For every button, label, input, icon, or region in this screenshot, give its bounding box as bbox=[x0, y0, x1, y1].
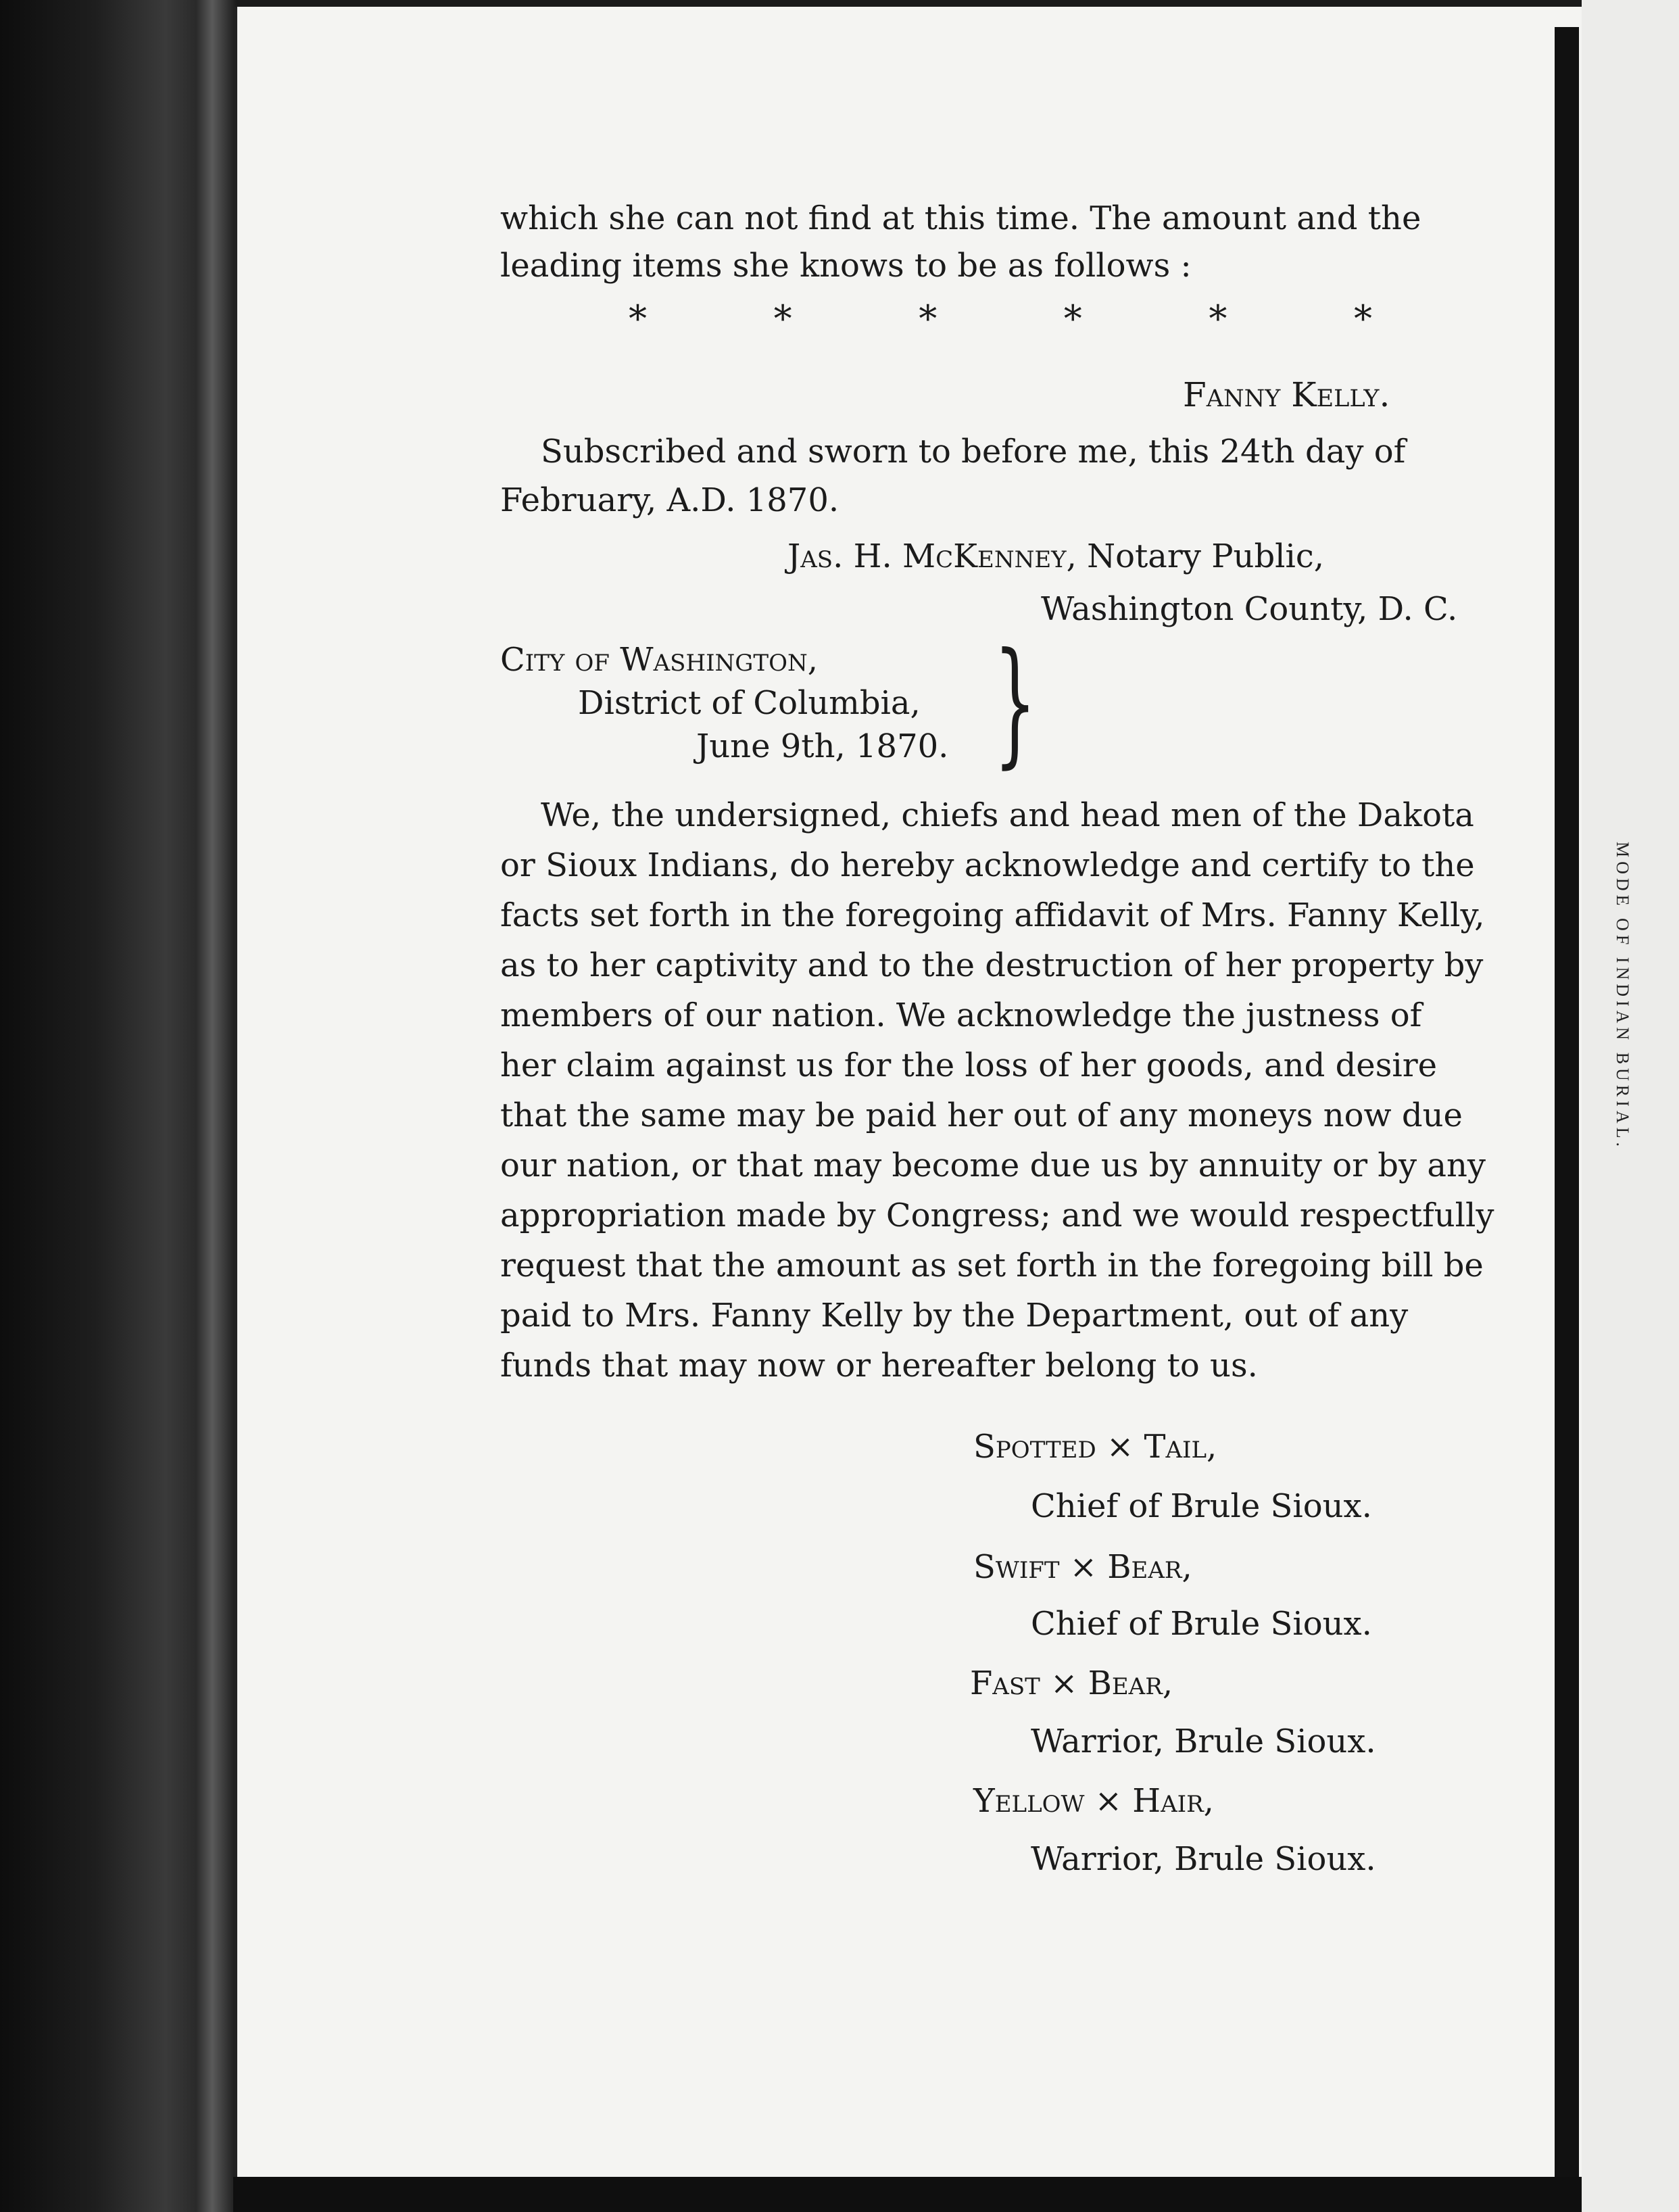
signature-4-name bbox=[973, 1782, 1214, 1820]
cert-line-1: We, the undersigned, chiefs and head men of the Dakota bbox=[541, 796, 1474, 834]
notary-line bbox=[787, 537, 1324, 575]
facing-page-running-head: MODE OF INDIAN BURIAL. bbox=[1613, 842, 1632, 1151]
star: * bbox=[919, 297, 938, 340]
notary-county: Washington County, D. C. bbox=[1041, 590, 1458, 628]
intro-line-2: leading items she knows to be as follows : bbox=[500, 247, 1192, 285]
page-edge-bar bbox=[1555, 27, 1579, 2190]
signature-2-name bbox=[973, 1548, 1192, 1586]
cert-line-2: or Sioux Indians, do hereby acknowledge and certify to the bbox=[500, 846, 1475, 884]
cert-line-5: members of our nation. We acknowledge the justness of bbox=[500, 996, 1422, 1034]
affiant-signature: Fanny Kelly. bbox=[1183, 375, 1390, 414]
notary-name: Jas. H. McKenney, bbox=[787, 537, 1077, 575]
cert-line-6: her claim against us for the loss of her goods, and desire bbox=[500, 1047, 1438, 1084]
sig-last: Bear, bbox=[1088, 1664, 1173, 1702]
cert-line-11: paid to Mrs. Fanny Kelly by the Department, out of any bbox=[500, 1297, 1409, 1335]
sig-first: Fast bbox=[970, 1664, 1040, 1702]
place-city: City of Washington, bbox=[500, 641, 818, 679]
ellipsis-stars bbox=[629, 297, 1372, 340]
cert-line-9: appropriation made by Congress; and we would respectfully bbox=[500, 1197, 1494, 1234]
signature-2-role: Chief of Brule Sioux. bbox=[1031, 1605, 1372, 1643]
sig-mark: × bbox=[1094, 1782, 1122, 1820]
signature-1-role: Chief of Brule Sioux. bbox=[1031, 1487, 1372, 1525]
signature-3-role: Warrior, Brule Sioux. bbox=[1031, 1723, 1376, 1760]
subscribed-line-2: February, A.D. 1870. bbox=[500, 481, 840, 519]
cert-line-12: funds that may now or hereafter belong to us. bbox=[500, 1347, 1258, 1385]
cert-line-3: facts set forth in the foregoing affidavit of Mrs. Fanny Kelly, bbox=[500, 896, 1485, 934]
place-date: June 9th, 1870. bbox=[696, 727, 949, 765]
brace-symbol: } bbox=[994, 624, 1037, 782]
cert-line-8: our nation, or that may become due us by annuity or by any bbox=[500, 1147, 1486, 1184]
sig-last: Tail, bbox=[1144, 1428, 1217, 1466]
intro-line-1: which she can not find at this time. The amount and the bbox=[500, 199, 1421, 237]
signature-3-name bbox=[970, 1664, 1173, 1702]
cert-line-7: that the same may be paid her out of any moneys now due bbox=[500, 1097, 1463, 1134]
cert-line-10: request that the amount as set forth in the foregoing bill be bbox=[500, 1247, 1484, 1284]
star: * bbox=[1353, 297, 1372, 340]
star: * bbox=[1209, 297, 1227, 340]
subscribed-line-1: Subscribed and sworn to before me, this 24th day of bbox=[541, 433, 1406, 471]
sig-last: Bear, bbox=[1107, 1548, 1192, 1586]
sig-mark: × bbox=[1069, 1548, 1098, 1586]
page-gutter-shadow bbox=[196, 0, 237, 2212]
notary-title: Notary Public, bbox=[1087, 537, 1325, 575]
scan-bottom-edge bbox=[233, 2177, 1582, 2212]
star: * bbox=[1063, 297, 1082, 340]
signature-4-role: Warrior, Brule Sioux. bbox=[1031, 1840, 1376, 1878]
sig-mark: × bbox=[1106, 1428, 1134, 1466]
cert-line-4: as to her captivity and to the destruction of her property by bbox=[500, 946, 1484, 984]
sig-first: Yellow bbox=[973, 1782, 1085, 1820]
star: * bbox=[629, 297, 647, 340]
star: * bbox=[773, 297, 792, 340]
place-district: District of Columbia, bbox=[578, 684, 921, 722]
sig-mark: × bbox=[1050, 1664, 1078, 1702]
sig-first: Swift bbox=[973, 1548, 1060, 1586]
sig-first: Spotted bbox=[973, 1428, 1096, 1466]
sig-last: Hair, bbox=[1132, 1782, 1214, 1820]
signature-1-name bbox=[973, 1428, 1217, 1466]
